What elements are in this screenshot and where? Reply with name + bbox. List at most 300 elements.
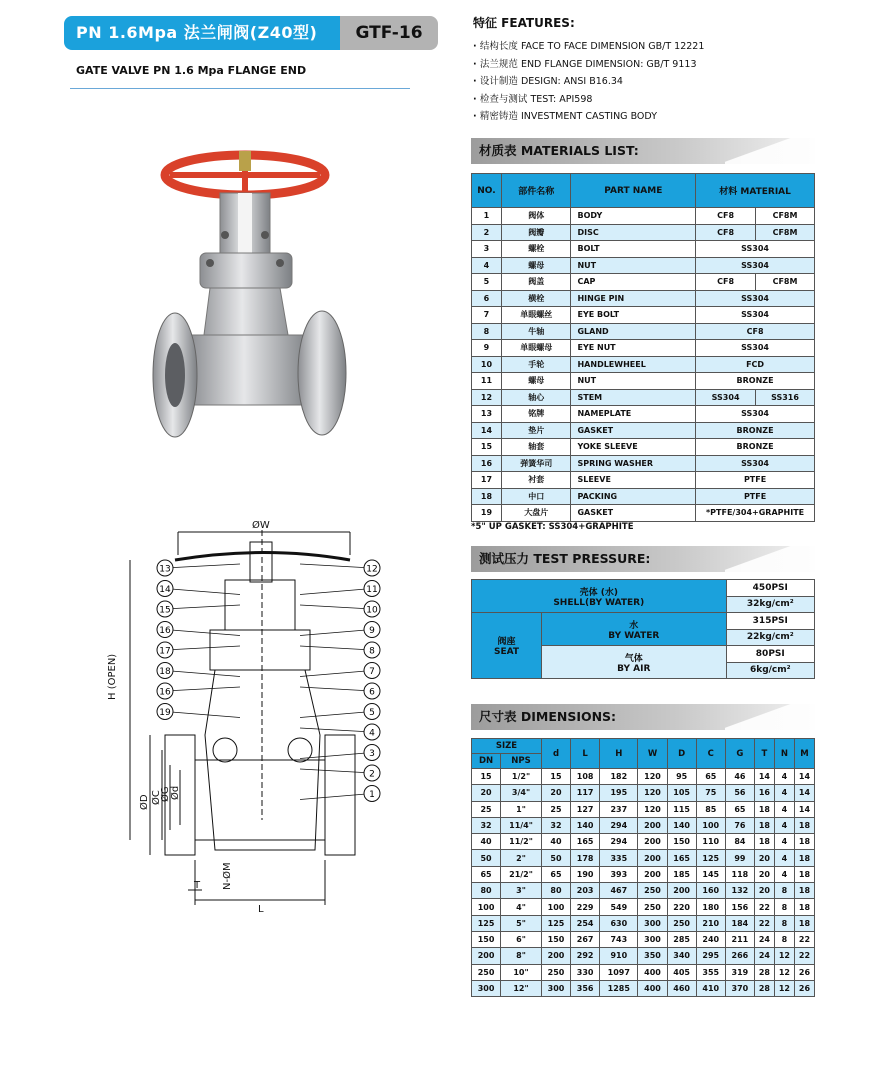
- material-part-cn: 单眼螺母: [501, 340, 571, 357]
- dimension-row: [472, 915, 815, 931]
- material-row: [472, 389, 815, 406]
- material-value: SS304: [696, 406, 815, 423]
- callout-leader: [300, 564, 372, 568]
- dimension-cell: 18: [794, 899, 814, 915]
- dimension-cell: 21/2": [501, 866, 542, 882]
- dimension-cell: 1/2": [501, 769, 542, 785]
- dimension-cell: 300: [638, 931, 667, 947]
- col-no: NO.: [472, 174, 502, 208]
- dimension-cell: 160: [696, 883, 725, 899]
- dimension-cell: 200: [638, 817, 667, 833]
- dimension-cell: 203: [571, 883, 600, 899]
- dimension-cell: 145: [696, 866, 725, 882]
- callout-number: 7: [369, 667, 375, 677]
- dim-l-label: L: [258, 904, 264, 915]
- water-kg: 22kg/cm²: [726, 629, 814, 646]
- dimension-cell: 150: [472, 931, 501, 947]
- dimension-cell: 180: [696, 899, 725, 915]
- dimension-cell: 26: [794, 980, 814, 996]
- dimension-cell: 50: [472, 850, 501, 866]
- col-material: 材料 MATERIAL: [696, 174, 815, 208]
- dimension-row: [472, 964, 815, 980]
- material-part-cn: 螺母: [501, 257, 571, 274]
- material-no: 14: [472, 422, 502, 439]
- dimension-cell: 18: [794, 834, 814, 850]
- dimension-cell: 20: [754, 883, 774, 899]
- shell-kg: 32kg/cm²: [726, 596, 814, 613]
- dimension-cell: 16: [754, 785, 774, 801]
- callout-leader: [300, 630, 372, 636]
- callout-leader: [300, 687, 372, 691]
- air-label: 气体 BY AIR: [542, 646, 727, 679]
- material-row: [472, 340, 815, 357]
- callout-leader: [165, 564, 240, 568]
- dim-h-label: H (OPEN): [107, 653, 118, 700]
- dimension-row: [472, 883, 815, 899]
- dimension-cell: 118: [725, 866, 754, 882]
- dimension-cell: 132: [725, 883, 754, 899]
- dimension-cell: 630: [600, 915, 638, 931]
- dimension-cell: 370: [725, 980, 754, 996]
- material-part-name: BODY: [571, 208, 696, 225]
- callout-number: 18: [159, 667, 171, 677]
- material-no: 6: [472, 290, 502, 307]
- dim-d-label: ØD: [139, 794, 150, 810]
- material-part-cn: 中口: [501, 488, 571, 505]
- dimension-cell: 405: [667, 964, 696, 980]
- pressure-table: [471, 579, 815, 679]
- dimension-cell: 25: [472, 801, 501, 817]
- callout-number: 12: [366, 564, 378, 575]
- dimension-cell: 237: [600, 801, 638, 817]
- dimension-cell: 184: [725, 915, 754, 931]
- materials-note: *5" UP GASKET: SS304+GRAPHITE: [471, 522, 634, 532]
- dimension-cell: 300: [638, 915, 667, 931]
- dimension-cell: 229: [571, 899, 600, 915]
- dimension-cell: 24: [754, 948, 774, 964]
- dimension-cell: 24: [754, 931, 774, 947]
- dimension-cell: 18: [794, 915, 814, 931]
- dimension-cell: 100: [696, 817, 725, 833]
- dimension-cell: 20: [472, 785, 501, 801]
- dimension-cell: 165: [571, 834, 600, 850]
- dimension-cell: 8: [774, 899, 794, 915]
- callout-leader: [300, 728, 372, 732]
- dim-w-label: ØW: [252, 520, 270, 531]
- feature-item: · 结构长度 FACE TO FACE DIMENSION GB/T 12221: [473, 38, 704, 56]
- material-no: 4: [472, 257, 502, 274]
- dimension-row: [472, 801, 815, 817]
- dimension-cell: 14: [794, 801, 814, 817]
- dim-col-header: N: [774, 739, 794, 769]
- material-row: [472, 224, 815, 241]
- material-part-cn: 手轮: [501, 356, 571, 373]
- dimension-cell: 1097: [600, 964, 638, 980]
- callout-leader: [165, 687, 240, 691]
- dimension-cell: 165: [667, 850, 696, 866]
- material-part-name: STEM: [571, 389, 696, 406]
- material-part-name: HANDLEWHEEL: [571, 356, 696, 373]
- material-value: SS304: [696, 455, 815, 472]
- dimension-row: [472, 980, 815, 996]
- material-value: CF8: [696, 274, 756, 291]
- dimension-cell: 95: [667, 769, 696, 785]
- material-part-name: EYE NUT: [571, 340, 696, 357]
- valve-photo: [150, 145, 350, 465]
- dimension-cell: 120: [638, 801, 667, 817]
- dimension-cell: 115: [667, 801, 696, 817]
- dimension-cell: 200: [638, 866, 667, 882]
- dimension-cell: 10": [501, 964, 542, 980]
- material-value: SS304: [696, 340, 815, 357]
- dimension-cell: 40: [472, 834, 501, 850]
- material-value: BRONZE: [696, 439, 815, 456]
- callouts-right: [300, 560, 380, 802]
- dimension-cell: 65: [472, 866, 501, 882]
- dimension-cell: 50: [541, 850, 570, 866]
- dimension-cell: 12": [501, 980, 542, 996]
- material-part-name: GASKET: [571, 422, 696, 439]
- material-part-cn: 螺母: [501, 373, 571, 390]
- dimension-cell: 200: [638, 834, 667, 850]
- material-no: 19: [472, 505, 502, 522]
- features-title: 特征 FEATURES:: [473, 16, 575, 30]
- material-no: 10: [472, 356, 502, 373]
- callout-leader: [300, 769, 372, 773]
- dimension-cell: 22: [794, 931, 814, 947]
- dimension-cell: 28: [754, 964, 774, 980]
- callout-number: 19: [159, 708, 171, 718]
- material-part-cn: 阀盖: [501, 274, 571, 291]
- dimension-cell: 156: [725, 899, 754, 915]
- material-part-name: CAP: [571, 274, 696, 291]
- nps-header: NPS: [501, 754, 542, 769]
- dimension-cell: 11/2": [501, 834, 542, 850]
- dimension-cell: 20: [754, 850, 774, 866]
- dimension-cell: 267: [571, 931, 600, 947]
- material-no: 16: [472, 455, 502, 472]
- dimension-cell: 330: [571, 964, 600, 980]
- dimension-cell: 40: [541, 834, 570, 850]
- material-part-name: SPRING WASHER: [571, 455, 696, 472]
- dimension-cell: 12: [774, 948, 794, 964]
- dimension-cell: 200: [541, 948, 570, 964]
- dimension-cell: 200: [472, 948, 501, 964]
- dimension-cell: 150: [541, 931, 570, 947]
- dimension-row: [472, 817, 815, 833]
- dimension-cell: 1285: [600, 980, 638, 996]
- dim-nm-label: N-ØM: [222, 862, 233, 890]
- feature-item: · 检查与测试 TEST: API598: [473, 91, 704, 109]
- dim-col-header: L: [571, 739, 600, 769]
- callout-number: 3: [369, 749, 375, 759]
- callout-leader: [300, 712, 372, 718]
- dimensions-table: [471, 738, 815, 997]
- dimension-cell: 20: [754, 866, 774, 882]
- dimension-cell: 12: [774, 980, 794, 996]
- material-part-cn: 垫片: [501, 422, 571, 439]
- dimension-cell: 300: [472, 980, 501, 996]
- material-part-name: NUT: [571, 373, 696, 390]
- dimension-cell: 127: [571, 801, 600, 817]
- dimension-cell: 460: [667, 980, 696, 996]
- material-row: [472, 373, 815, 390]
- dimension-cell: 8": [501, 948, 542, 964]
- material-row: [472, 488, 815, 505]
- features-list: [473, 38, 704, 126]
- seat-label: 阀座 SEAT: [472, 613, 542, 679]
- dimension-cell: 18: [794, 850, 814, 866]
- dim-c-label: ØC: [151, 790, 162, 805]
- dimension-cell: 76: [725, 817, 754, 833]
- material-value: CF8: [696, 323, 815, 340]
- dimension-cell: 335: [600, 850, 638, 866]
- dimension-cell: 14: [754, 769, 774, 785]
- dimension-cell: 18: [794, 883, 814, 899]
- water-label: 水 BY WATER: [542, 613, 727, 646]
- callout-number: 13: [159, 564, 171, 575]
- material-no: 17: [472, 472, 502, 489]
- material-part-cn: 衬套: [501, 472, 571, 489]
- dimension-cell: 292: [571, 948, 600, 964]
- dimension-cell: 2": [501, 850, 542, 866]
- dimension-cell: 190: [571, 866, 600, 882]
- callout-number: 16: [159, 626, 171, 636]
- callout-leader: [165, 671, 240, 677]
- dimension-cell: 294: [600, 817, 638, 833]
- dimension-cell: 220: [667, 899, 696, 915]
- material-row: [472, 274, 815, 291]
- material-value: SS304: [696, 241, 815, 258]
- material-value: FCD: [696, 356, 815, 373]
- dimension-cell: 4: [774, 817, 794, 833]
- materials-banner: 材质表 MATERIALS LIST:: [471, 138, 815, 164]
- dimension-cell: 195: [600, 785, 638, 801]
- dimension-cell: 1": [501, 801, 542, 817]
- dim-col-header: T: [754, 739, 774, 769]
- dimension-cell: 32: [541, 817, 570, 833]
- feature-item: · 法兰规范 END FLANGE DIMENSION: GB/T 9113: [473, 56, 704, 74]
- material-part-name: EYE BOLT: [571, 307, 696, 324]
- dimension-cell: 5": [501, 915, 542, 931]
- size-header: SIZE: [472, 739, 542, 754]
- material-row: [472, 323, 815, 340]
- dimension-cell: 100: [541, 899, 570, 915]
- material-part-name: GASKET: [571, 505, 696, 522]
- material-row: [472, 307, 815, 324]
- callout-leader: [165, 589, 240, 595]
- dimension-cell: 18: [754, 834, 774, 850]
- dimension-cell: 410: [696, 980, 725, 996]
- feature-item: · 设计制造 DESIGN: ANSI B16.34: [473, 73, 704, 91]
- product-title: PN 1.6Mpa 法兰闸阀(Z40型): [64, 16, 340, 50]
- material-row: [472, 290, 815, 307]
- dimension-cell: 467: [600, 883, 638, 899]
- material-part-cn: 弹簧华司: [501, 455, 571, 472]
- material-row: [472, 505, 815, 522]
- dimension-cell: 84: [725, 834, 754, 850]
- material-part-cn: 牛轴: [501, 323, 571, 340]
- callout-number: 8: [369, 646, 375, 657]
- dimension-row: [472, 899, 815, 915]
- dim-col-header: M: [794, 739, 814, 769]
- air-kg: 6kg/cm²: [726, 662, 814, 679]
- dimension-cell: 22: [754, 915, 774, 931]
- air-psi: 80PSI: [726, 646, 814, 663]
- dimensions-banner: 尺寸表 DIMENSIONS:: [471, 704, 815, 730]
- dimension-cell: 4: [774, 785, 794, 801]
- dimension-cell: 3/4": [501, 785, 542, 801]
- dimension-cell: 117: [571, 785, 600, 801]
- dimension-cell: 210: [696, 915, 725, 931]
- dimension-cell: 25: [541, 801, 570, 817]
- feature-item: · 精密铸造 INVESTMENT CASTING BODY: [473, 108, 704, 126]
- dimension-cell: 319: [725, 964, 754, 980]
- dimension-cell: 340: [667, 948, 696, 964]
- dimension-cell: 12: [774, 964, 794, 980]
- dimension-cell: 356: [571, 980, 600, 996]
- dimension-cell: 4: [774, 834, 794, 850]
- material-value: PTFE: [696, 472, 815, 489]
- callout-leader: [165, 646, 240, 650]
- material-row: [472, 241, 815, 258]
- material-value-alt: CF8M: [756, 274, 815, 291]
- pressure-banner: 测试压力 TEST PRESSURE:: [471, 546, 815, 572]
- material-value: SS304: [696, 389, 756, 406]
- dimension-cell: 125: [696, 850, 725, 866]
- shell-psi: 450PSI: [726, 580, 814, 597]
- water-psi: 315PSI: [726, 613, 814, 630]
- material-row: [472, 439, 815, 456]
- callouts-left: [157, 560, 240, 720]
- material-row: [472, 472, 815, 489]
- material-no: 15: [472, 439, 502, 456]
- dimension-cell: 46: [725, 769, 754, 785]
- shell-label: 壳体 (水) SHELL(BY WATER): [472, 580, 727, 613]
- dimension-cell: 65: [725, 801, 754, 817]
- dimension-cell: 150: [667, 834, 696, 850]
- material-value: CF8: [696, 224, 756, 241]
- material-part-name: GLAND: [571, 323, 696, 340]
- material-part-name: NUT: [571, 257, 696, 274]
- dimension-cell: 15: [541, 769, 570, 785]
- dim-col-header: W: [638, 739, 667, 769]
- dimension-cell: 85: [696, 801, 725, 817]
- dimension-cell: 355: [696, 964, 725, 980]
- dimension-cell: 18: [754, 801, 774, 817]
- dimension-cell: 549: [600, 899, 638, 915]
- dimension-cell: 4: [774, 801, 794, 817]
- dimension-cell: 120: [638, 785, 667, 801]
- callout-number: 15: [159, 605, 171, 616]
- material-row: [472, 455, 815, 472]
- material-part-name: SLEEVE: [571, 472, 696, 489]
- dimension-cell: 80: [541, 883, 570, 899]
- dimension-cell: 300: [541, 980, 570, 996]
- dimension-cell: 22: [794, 948, 814, 964]
- callout-leader: [300, 589, 372, 595]
- dimension-cell: 110: [696, 834, 725, 850]
- material-value: SS304: [696, 290, 815, 307]
- callout-leader: [300, 646, 372, 650]
- dimension-cell: 8: [774, 931, 794, 947]
- material-row: [472, 422, 815, 439]
- col-part-cn: 部件名称: [501, 174, 571, 208]
- material-value: BRONZE: [696, 422, 815, 439]
- material-row: [472, 257, 815, 274]
- dimension-cell: 743: [600, 931, 638, 947]
- material-no: 12: [472, 389, 502, 406]
- dimension-row: [472, 931, 815, 947]
- dimension-cell: 294: [600, 834, 638, 850]
- dimension-cell: 211: [725, 931, 754, 947]
- dimension-row: [472, 866, 815, 882]
- callout-leader: [300, 671, 372, 677]
- callout-leader: [165, 605, 240, 609]
- material-no: 13: [472, 406, 502, 423]
- dimension-cell: 14: [794, 769, 814, 785]
- material-part-cn: 阀瓣: [501, 224, 571, 241]
- dimension-cell: 99: [725, 850, 754, 866]
- material-part-name: DISC: [571, 224, 696, 241]
- dimension-cell: 28: [754, 980, 774, 996]
- material-value: SS304: [696, 257, 815, 274]
- material-part-cn: 单眼螺丝: [501, 307, 571, 324]
- dimension-cell: 400: [638, 964, 667, 980]
- material-no: 8: [472, 323, 502, 340]
- material-value: BRONZE: [696, 373, 815, 390]
- dimension-cell: 250: [638, 883, 667, 899]
- material-part-cn: 大盘片: [501, 505, 571, 522]
- dimension-cell: 250: [472, 964, 501, 980]
- callout-number: 14: [159, 585, 171, 595]
- callout-number: 6: [369, 687, 375, 698]
- dimension-cell: 65: [696, 769, 725, 785]
- dimension-cell: 18: [794, 866, 814, 882]
- material-no: 3: [472, 241, 502, 258]
- dimension-row: [472, 769, 815, 785]
- material-row: [472, 406, 815, 423]
- material-row: [472, 356, 815, 373]
- dimension-cell: 18: [754, 817, 774, 833]
- dim-col-header: H: [600, 739, 638, 769]
- dimension-cell: 125: [472, 915, 501, 931]
- dimension-row: [472, 850, 815, 866]
- material-part-name: PACKING: [571, 488, 696, 505]
- dimension-cell: 4": [501, 899, 542, 915]
- material-value: CF8: [696, 208, 756, 225]
- dimension-cell: 56: [725, 785, 754, 801]
- dimension-cell: 200: [638, 850, 667, 866]
- dimension-cell: 182: [600, 769, 638, 785]
- subtitle-divider: [70, 88, 410, 89]
- dim-dd-label: Ød: [170, 785, 181, 800]
- dimension-cell: 295: [696, 948, 725, 964]
- dimension-cell: 80: [472, 883, 501, 899]
- dimension-cell: 15: [472, 769, 501, 785]
- dimension-cell: 400: [638, 980, 667, 996]
- dim-col-header: D: [667, 739, 696, 769]
- dimension-cell: 6": [501, 931, 542, 947]
- dim-t-label: T: [194, 880, 201, 891]
- material-part-cn: 横栓: [501, 290, 571, 307]
- callout-number: 4: [369, 728, 375, 739]
- dimension-cell: 910: [600, 948, 638, 964]
- col-part-name: PART NAME: [571, 174, 696, 208]
- dimension-row: [472, 785, 815, 801]
- callout-leader: [165, 712, 240, 718]
- dimension-cell: 266: [725, 948, 754, 964]
